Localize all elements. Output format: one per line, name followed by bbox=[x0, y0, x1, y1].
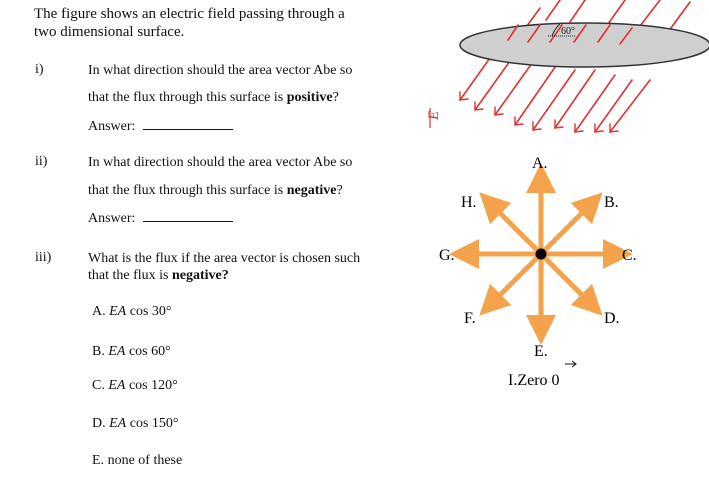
label-lower-right: D. bbox=[604, 310, 620, 327]
arrow-lower-right bbox=[541, 254, 592, 305]
choice-e[interactable]: E. none of these bbox=[92, 453, 183, 468]
label-upper-left: H. bbox=[461, 194, 477, 211]
answer-blank[interactable] bbox=[143, 117, 233, 130]
question-line: In what direction should the area vector Abe so bbox=[88, 155, 353, 170]
emphasis: negative bbox=[286, 183, 337, 198]
label-right: C. bbox=[622, 247, 637, 264]
answer-label: Answer: bbox=[88, 119, 136, 134]
emphasis: negative? bbox=[172, 268, 229, 283]
question-line: that the flux through this surface is negative? bbox=[88, 183, 343, 198]
label-down: E. bbox=[534, 343, 548, 360]
label-up: A. bbox=[532, 155, 548, 172]
answer-label: Answer: bbox=[88, 211, 136, 226]
intro-line-1: The figure shows an electric field passing through a bbox=[34, 6, 345, 22]
question-line: What is the flux if the area vector is chosen such bbox=[88, 251, 361, 266]
label-upper-right: B. bbox=[604, 194, 619, 211]
label-left: G. bbox=[439, 247, 455, 264]
choice-a[interactable]: A. EA cos 30° bbox=[92, 304, 172, 319]
label-lower-left: F. bbox=[464, 310, 476, 327]
field-figure bbox=[400, 0, 709, 400]
label-zero: I.Zero 0 bbox=[508, 372, 560, 389]
emphasis: positive bbox=[286, 90, 333, 105]
intro-text bbox=[34, 5, 394, 41]
arrow-upper-right bbox=[541, 203, 592, 254]
question-line: that the flux is negative? bbox=[88, 268, 229, 283]
question-number: iii) bbox=[35, 250, 52, 265]
surface-ellipse bbox=[460, 23, 709, 67]
arrow-lower-left bbox=[490, 254, 541, 305]
field-label: E bbox=[426, 110, 442, 120]
center-point bbox=[536, 249, 547, 260]
choice-b[interactable]: B. EA cos 60° bbox=[92, 344, 171, 359]
choice-d[interactable]: D. EA cos 150° bbox=[92, 416, 179, 431]
question-line: that the flux through this surface is positive? bbox=[88, 90, 339, 105]
answer-blank[interactable] bbox=[143, 209, 233, 222]
choice-c[interactable]: C. EA cos 120° bbox=[92, 378, 178, 393]
angle-label: 60° bbox=[561, 26, 575, 37]
answer-line bbox=[88, 117, 233, 136]
question-number: ii) bbox=[35, 154, 48, 169]
question-line: In what direction should the area vector Abe so bbox=[88, 63, 353, 78]
question-number: i) bbox=[35, 62, 44, 77]
arrow-upper-left bbox=[490, 203, 541, 254]
answer-line bbox=[88, 209, 233, 228]
intro-line-2: two dimensional surface. bbox=[34, 24, 185, 40]
